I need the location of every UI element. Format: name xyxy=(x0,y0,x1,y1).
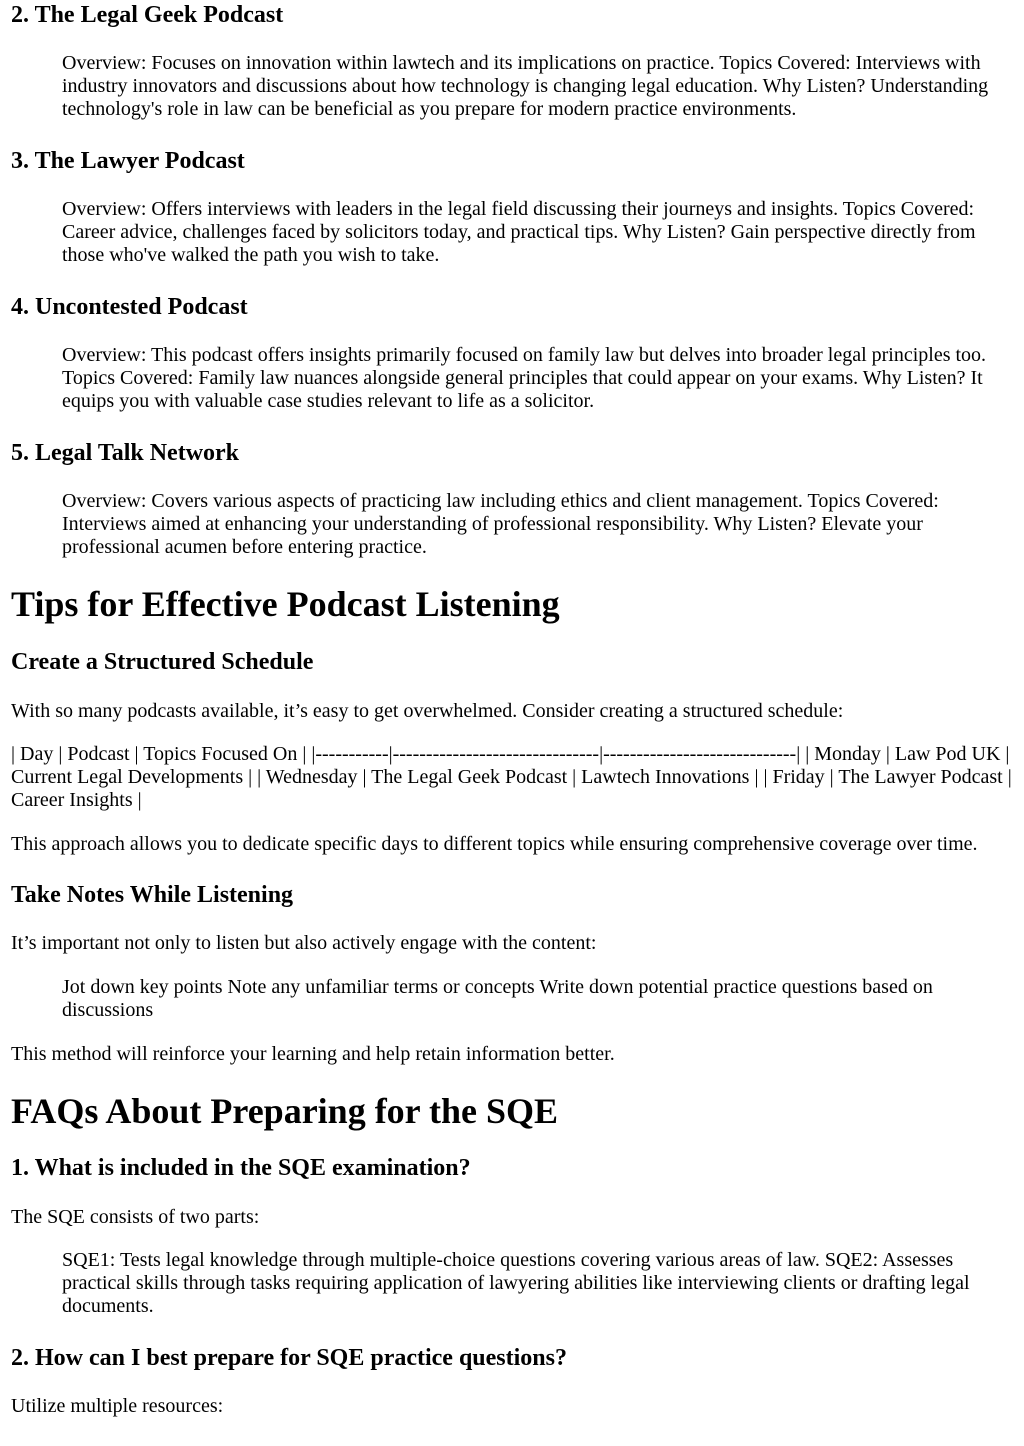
podcast-4-description: Overview: This podcast offers insights primarily focused on family law but delves into broader legal principles too. Topics Covered: Family law nuances alongside general principles that could appear on your exams. Why Listen? It equips you with valuable case studies relevant to life as a solicitor. xyxy=(62,344,987,412)
faq-2-heading: 2. How can I best prepare for SQE practice questions? xyxy=(11,1345,567,1371)
notes-list: Jot down key points Note any unfamiliar terms or concepts Write down potential practice questions based on discussions xyxy=(62,976,933,1021)
podcast-5-description: Overview: Covers various aspects of practicing law including ethics and client management. Topics Covered: Interviews aimed at enhancing your understanding of professional responsibility. Why Listen? Elevate your professional acumen before entering practice. xyxy=(62,490,939,558)
podcast-5-heading: 5. Legal Talk Network xyxy=(11,440,240,466)
notes-outro: This method will reinforce your learning and help retain information better. xyxy=(11,1043,615,1065)
faq-1-heading: 1. What is included in the SQE examination? xyxy=(11,1155,471,1181)
notes-intro: It’s important not only to listen but also actively engage with the content: xyxy=(11,932,597,954)
podcast-2-description: Overview: Focuses on innovation within lawtech and its implications on practice. Topics Covered: Interviews with industry innovators and discussions about how technology is changing legal education. Why Listen? Understanding technology's role in law can be beneficial as you prepare for modern practice environments. xyxy=(62,52,989,120)
schedule-outro: This approach allows you to dedicate specific days to different topics while ensuring comprehensive coverage over time. xyxy=(11,833,978,855)
faq-2-intro: Utilize multiple resources: xyxy=(11,1395,224,1417)
faq-1-intro: The SQE consists of two parts: xyxy=(11,1206,260,1228)
podcast-3-description: Overview: Offers interviews with leaders in the legal field discussing their journeys and insights. Topics Covered: Career advice, challenges faced by solicitors today, and practical tips. Why Listen? Gain perspective directly from those who've walked the path you wish to take. xyxy=(62,198,976,266)
notes-heading: Take Notes While Listening xyxy=(11,882,294,908)
podcast-2-heading: 2. The Legal Geek Podcast xyxy=(11,2,284,28)
schedule-heading: Create a Structured Schedule xyxy=(11,649,314,675)
tips-section-title: Tips for Effective Podcast Listening xyxy=(11,584,560,624)
podcast-3-heading: 3. The Lawyer Podcast xyxy=(11,148,245,174)
faqs-section-title: FAQs About Preparing for the SQE xyxy=(11,1091,559,1131)
faq-1-parts: SQE1: Tests legal knowledge through multiple-choice questions covering various areas of law. SQE2: Assesses practical skills through tasks requiring application of lawyering abilities like interviewing clients or drafting legal documents. xyxy=(62,1249,970,1317)
schedule-intro: With so many podcasts available, it’s easy to get overwhelmed. Consider creating a structured schedule: xyxy=(11,700,844,722)
podcast-4-heading: 4. Uncontested Podcast xyxy=(11,294,248,320)
schedule-table-text: | Day | Podcast | Topics Focused On | |-----------|-------------------------------|-----------------------------| | Monday | Law Pod UK | Current Legal Developments | | Wednesday | The Legal Geek Podcast | Lawtech Innovations | | Friday | The Lawyer Podcast | Career Insights | xyxy=(11,743,1012,811)
